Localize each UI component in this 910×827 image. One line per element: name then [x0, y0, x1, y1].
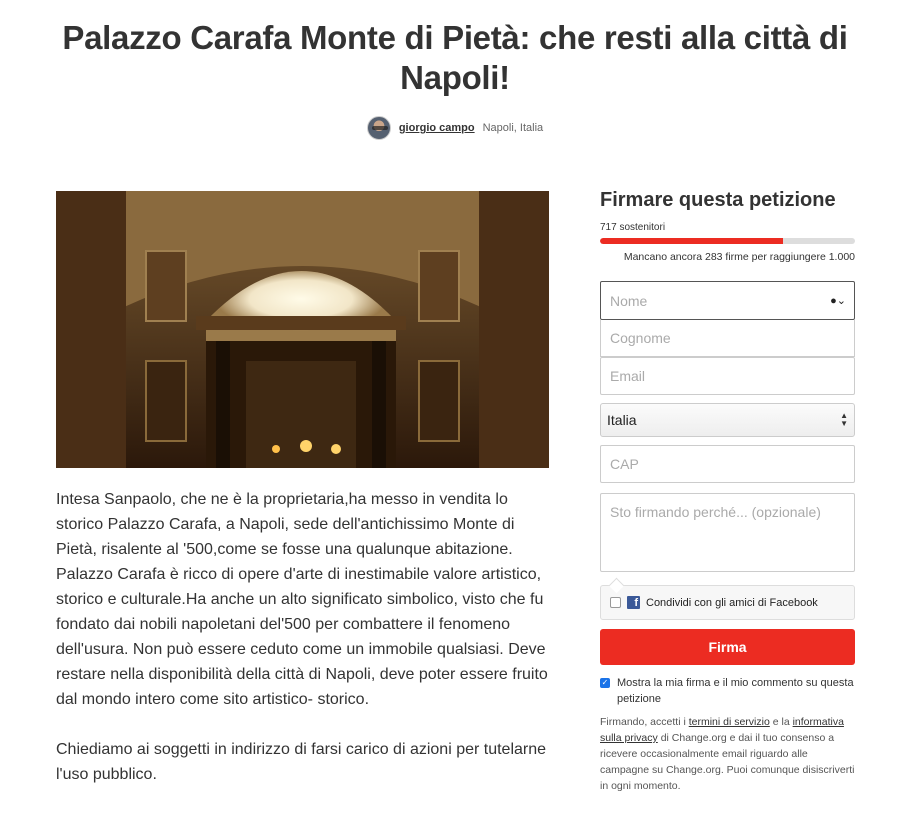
- sign-heading: Firmare questa petizione: [600, 189, 836, 211]
- last-name-placeholder: Cognome: [610, 330, 671, 346]
- last-name-field[interactable]: [600, 320, 855, 357]
- supporters-count: 717 sostenitori: [600, 222, 666, 233]
- select-arrows-icon: ▲ ▼: [840, 411, 848, 428]
- display-label: Mostra la mia firma e il mio commento su questa petizione: [617, 677, 854, 705]
- country-selected: Italia: [607, 412, 637, 428]
- sign-button[interactable]: Firma: [600, 629, 855, 665]
- facebook-icon: f: [627, 596, 640, 609]
- legal-disclaimer: [600, 714, 858, 794]
- sign-panel: [600, 186, 855, 263]
- petition-image: [56, 191, 549, 468]
- display-checkbox-checked-icon[interactable]: ✓: [601, 678, 609, 687]
- author-row: [0, 116, 910, 140]
- country-select[interactable]: [600, 403, 855, 437]
- email-field[interactable]: [600, 357, 855, 395]
- first-name-field[interactable]: [600, 281, 855, 320]
- reason-textarea[interactable]: [600, 493, 855, 572]
- petition-paragraph: Intesa Sanpaolo, che ne è la proprietaria,ha messo in vendita lo storico Palazzo Carafa, a Napoli, sede dell'antichissimo Monte di Pietà, risalente al '500,come se fosse una qualunque abitazione. Palazzo Carafa è ricco di opere d'arte di inestimabile valore artistico, storico e culturale.Ha anche un alto significato simbolico, visto che fu fondato dai nobili napoletani del'500 per combattere il fenomeno dell'usura. Non può essere ceduto come un immobile qualsiasi. Deve restare nella disponibilità della città di Napoli, deve poter essere fruito dal mondo intero come sito artistico- storico.: [56, 491, 548, 708]
- share-label: Condividi con gli amici di Facebook: [646, 596, 818, 609]
- user-chevron-icon[interactable]: ●⌄: [830, 295, 846, 307]
- terms-link[interactable]: termini di servizio: [688, 716, 770, 728]
- display-signature-option[interactable]: [600, 675, 860, 707]
- author-name-link[interactable]: giorgio campo: [398, 122, 475, 134]
- postal-code-placeholder: CAP: [610, 456, 639, 472]
- facebook-share-option[interactable]: [600, 585, 855, 620]
- progress-fill: [600, 238, 783, 244]
- petition-title: Palazzo Carafa Monte di Pietà: che resti alla città di Napoli!: [62, 19, 848, 96]
- author-location: Napoli, Italia: [482, 122, 544, 134]
- progress-bar: [600, 238, 855, 244]
- share-checkbox[interactable]: [610, 597, 621, 608]
- privacy-link[interactable]: informativa sulla privacy: [600, 716, 844, 744]
- reason-placeholder: Sto firmando perché... (opzionale): [610, 504, 821, 520]
- remaining-signatures: Mancano ancora 283 firme per raggiungere 1.000: [623, 251, 855, 263]
- legal-text: e la: [769, 716, 793, 728]
- postal-code-field[interactable]: [600, 445, 855, 483]
- email-placeholder: Email: [610, 368, 646, 384]
- legal-text: di Change.org e dai il tuo consenso a ricevere occasionalmente email riguardo alle campagne su Change.org. Puoi comunque disiscriverti in ogni momento.: [600, 732, 855, 792]
- petition-paragraph: Chiediamo ai soggetti in indirizzo di farsi carico di azioni per tutelarne l'uso pubblico.: [56, 741, 547, 783]
- petition-body: [56, 487, 556, 812]
- legal-text: Firmando, accetti i: [600, 716, 689, 728]
- avatar[interactable]: [367, 116, 391, 140]
- first-name-placeholder: Nome: [610, 292, 648, 309]
